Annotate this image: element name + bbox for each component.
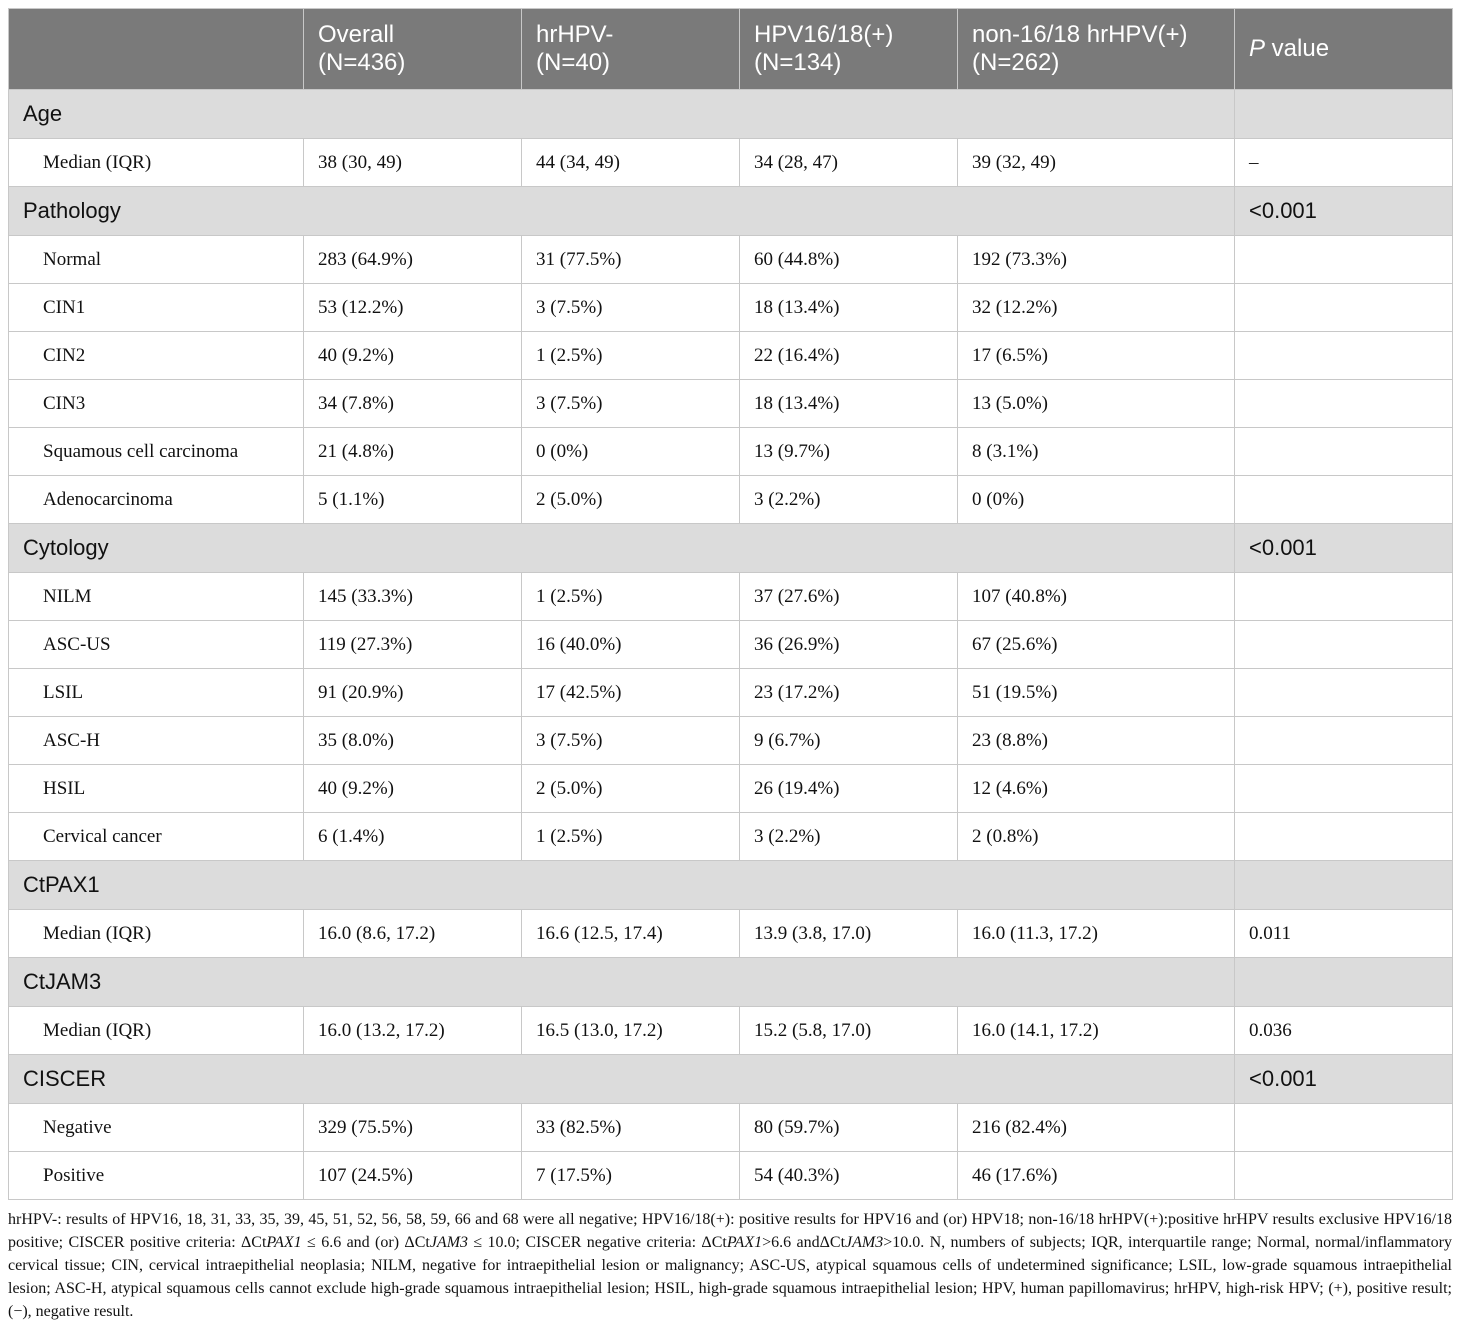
cell-hrhpv-negative: 0 (0%) bbox=[522, 428, 740, 476]
cell-overall: 53 (12.2%) bbox=[304, 284, 522, 332]
row-label: ASC-US bbox=[9, 621, 304, 669]
cell-hpv16-18-positive: 23 (17.2%) bbox=[740, 669, 958, 717]
section-row bbox=[9, 958, 1453, 1007]
row-label: NILM bbox=[9, 573, 304, 621]
section-p-value: <0.001 bbox=[1235, 187, 1453, 236]
cell-p-value bbox=[1235, 236, 1453, 284]
cell-p-value bbox=[1235, 380, 1453, 428]
cell-non16-18-positive: 107 (40.8%) bbox=[958, 573, 1235, 621]
cell-overall: 6 (1.4%) bbox=[304, 813, 522, 861]
cell-p-value bbox=[1235, 717, 1453, 765]
row-label: Squamous cell carcinoma bbox=[9, 428, 304, 476]
cell-p-value: – bbox=[1235, 139, 1453, 187]
cell-non16-18-positive: 51 (19.5%) bbox=[958, 669, 1235, 717]
table-row bbox=[9, 573, 1453, 621]
section-title: Age bbox=[9, 90, 1235, 139]
cell-overall: 16.0 (13.2, 17.2) bbox=[304, 1007, 522, 1055]
row-label: Negative bbox=[9, 1104, 304, 1152]
cell-hpv16-18-positive: 22 (16.4%) bbox=[740, 332, 958, 380]
cell-hpv16-18-positive: 36 (26.9%) bbox=[740, 621, 958, 669]
cell-hpv16-18-positive: 18 (13.4%) bbox=[740, 380, 958, 428]
table-footnote: hrHPV-: results of HPV16, 18, 31, 33, 35, 39, 45, 51, 52, 56, 58, 59, 66 and 68 were all negative; HPV16/18(+): positive results for HPV16 and (or) HPV18; non-16/18 hrHPV(+):positive hrHPV results exclusive HPV16/18 positive; CISCER positive criteria: ΔCtPAX1 ≤ 6.6 and (or) ΔCtJAM3 ≤ 10.0; CISCER negative criteria: ΔCtPAX1>6.6 andΔCtJAM3>10.0. N, numbers of subjects; IQR, interquartile range; Normal, normal/inflammatory cervical tissue; CIN, cervical intraepithelial neoplasia; NILM, negative for intraepithelial lesion or malignancy; ASC-US, atypical squamous cells of undetermined significance; LSIL, low-grade squamous intraepithelial lesion; ASC-H, atypical squamous cells cannot exclude high-grade squamous intraepithelial lesion; HSIL, high-grade squamous intraepithelial lesion; HPV, human papillomavirus; hrHPV, high-risk HPV; (+), positive result; (−), negative result. bbox=[8, 1211, 1452, 1320]
cell-p-value bbox=[1235, 1104, 1453, 1152]
cell-hpv16-18-positive: 80 (59.7%) bbox=[740, 1104, 958, 1152]
section-row bbox=[9, 861, 1453, 910]
cell-non16-18-positive: 16.0 (14.1, 17.2) bbox=[958, 1007, 1235, 1055]
header-row bbox=[9, 9, 1453, 90]
section-p-value bbox=[1235, 90, 1453, 139]
table-row bbox=[9, 765, 1453, 813]
cell-hrhpv-negative: 17 (42.5%) bbox=[522, 669, 740, 717]
section-p-value bbox=[1235, 958, 1453, 1007]
cell-hrhpv-negative: 16 (40.0%) bbox=[522, 621, 740, 669]
header-cell-hrhpv-negative: hrHPV- (N=40) bbox=[522, 9, 740, 90]
cell-hpv16-18-positive: 34 (28, 47) bbox=[740, 139, 958, 187]
table-row bbox=[9, 1104, 1453, 1152]
header-cell-hpv16-18-positive: HPV16/18(+) (N=134) bbox=[740, 9, 958, 90]
cell-hrhpv-negative: 16.5 (13.0, 17.2) bbox=[522, 1007, 740, 1055]
table-row bbox=[9, 332, 1453, 380]
cell-p-value bbox=[1235, 1152, 1453, 1200]
row-label: Cervical cancer bbox=[9, 813, 304, 861]
cell-hrhpv-negative: 7 (17.5%) bbox=[522, 1152, 740, 1200]
table-row bbox=[9, 236, 1453, 284]
table-row bbox=[9, 910, 1453, 958]
table-body bbox=[9, 90, 1453, 1200]
cell-hrhpv-negative: 3 (7.5%) bbox=[522, 380, 740, 428]
cell-hrhpv-negative: 1 (2.5%) bbox=[522, 573, 740, 621]
cell-p-value bbox=[1235, 284, 1453, 332]
row-label: ASC-H bbox=[9, 717, 304, 765]
cell-hpv16-18-positive: 26 (19.4%) bbox=[740, 765, 958, 813]
cell-hpv16-18-positive: 18 (13.4%) bbox=[740, 284, 958, 332]
section-row bbox=[9, 90, 1453, 139]
cell-hrhpv-negative: 3 (7.5%) bbox=[522, 717, 740, 765]
table-row bbox=[9, 813, 1453, 861]
cell-overall: 16.0 (8.6, 17.2) bbox=[304, 910, 522, 958]
header-cell-overall: Overall (N=436) bbox=[304, 9, 522, 90]
header-cell-non16-18-positive: non-16/18 hrHPV(+) (N=262) bbox=[958, 9, 1235, 90]
cell-hpv16-18-positive: 13.9 (3.8, 17.0) bbox=[740, 910, 958, 958]
cell-overall: 329 (75.5%) bbox=[304, 1104, 522, 1152]
section-p-value bbox=[1235, 861, 1453, 910]
table-row bbox=[9, 1152, 1453, 1200]
section-title: CtPAX1 bbox=[9, 861, 1235, 910]
cell-non16-18-positive: 23 (8.8%) bbox=[958, 717, 1235, 765]
cell-hrhpv-negative: 16.6 (12.5, 17.4) bbox=[522, 910, 740, 958]
cell-non16-18-positive: 46 (17.6%) bbox=[958, 1152, 1235, 1200]
row-label: Median (IQR) bbox=[9, 139, 304, 187]
row-label: Median (IQR) bbox=[9, 910, 304, 958]
header-cell-p-value: P value bbox=[1235, 9, 1453, 90]
cell-hpv16-18-positive: 3 (2.2%) bbox=[740, 476, 958, 524]
cell-hpv16-18-positive: 3 (2.2%) bbox=[740, 813, 958, 861]
cell-non16-18-positive: 192 (73.3%) bbox=[958, 236, 1235, 284]
header-cell-empty bbox=[9, 9, 304, 90]
cell-overall: 40 (9.2%) bbox=[304, 765, 522, 813]
cell-hrhpv-negative: 31 (77.5%) bbox=[522, 236, 740, 284]
table-row bbox=[9, 428, 1453, 476]
table-row bbox=[9, 621, 1453, 669]
row-label: CIN2 bbox=[9, 332, 304, 380]
cell-p-value bbox=[1235, 813, 1453, 861]
cell-overall: 107 (24.5%) bbox=[304, 1152, 522, 1200]
section-title: Cytology bbox=[9, 524, 1235, 573]
section-row bbox=[9, 187, 1453, 236]
cell-non16-18-positive: 16.0 (11.3, 17.2) bbox=[958, 910, 1235, 958]
cell-non16-18-positive: 32 (12.2%) bbox=[958, 284, 1235, 332]
cell-non16-18-positive: 216 (82.4%) bbox=[958, 1104, 1235, 1152]
cell-hrhpv-negative: 1 (2.5%) bbox=[522, 813, 740, 861]
cell-overall: 5 (1.1%) bbox=[304, 476, 522, 524]
table-row bbox=[9, 1007, 1453, 1055]
cell-hrhpv-negative: 1 (2.5%) bbox=[522, 332, 740, 380]
table-row bbox=[9, 717, 1453, 765]
table-row bbox=[9, 669, 1453, 717]
cell-non16-18-positive: 8 (3.1%) bbox=[958, 428, 1235, 476]
section-row bbox=[9, 1055, 1453, 1104]
cell-overall: 34 (7.8%) bbox=[304, 380, 522, 428]
cell-p-value bbox=[1235, 573, 1453, 621]
table-row bbox=[9, 284, 1453, 332]
cell-overall: 145 (33.3%) bbox=[304, 573, 522, 621]
section-p-value: <0.001 bbox=[1235, 524, 1453, 573]
cell-hpv16-18-positive: 9 (6.7%) bbox=[740, 717, 958, 765]
cell-hrhpv-negative: 3 (7.5%) bbox=[522, 284, 740, 332]
table-header bbox=[9, 9, 1453, 90]
cell-p-value bbox=[1235, 621, 1453, 669]
table-row bbox=[9, 476, 1453, 524]
cell-hpv16-18-positive: 13 (9.7%) bbox=[740, 428, 958, 476]
cell-overall: 35 (8.0%) bbox=[304, 717, 522, 765]
section-p-value: <0.001 bbox=[1235, 1055, 1453, 1104]
cell-p-value bbox=[1235, 428, 1453, 476]
cell-non16-18-positive: 2 (0.8%) bbox=[958, 813, 1235, 861]
table-row bbox=[9, 139, 1453, 187]
cell-hrhpv-negative: 2 (5.0%) bbox=[522, 476, 740, 524]
cell-non16-18-positive: 39 (32, 49) bbox=[958, 139, 1235, 187]
cell-hpv16-18-positive: 54 (40.3%) bbox=[740, 1152, 958, 1200]
cell-hpv16-18-positive: 37 (27.6%) bbox=[740, 573, 958, 621]
cell-p-value bbox=[1235, 765, 1453, 813]
cell-hrhpv-negative: 33 (82.5%) bbox=[522, 1104, 740, 1152]
cell-non16-18-positive: 67 (25.6%) bbox=[958, 621, 1235, 669]
cell-non16-18-positive: 13 (5.0%) bbox=[958, 380, 1235, 428]
cell-p-value: 0.036 bbox=[1235, 1007, 1453, 1055]
section-title: CtJAM3 bbox=[9, 958, 1235, 1007]
cell-p-value bbox=[1235, 332, 1453, 380]
cell-hpv16-18-positive: 15.2 (5.8, 17.0) bbox=[740, 1007, 958, 1055]
table-row bbox=[9, 380, 1453, 428]
cell-non16-18-positive: 12 (4.6%) bbox=[958, 765, 1235, 813]
row-label: LSIL bbox=[9, 669, 304, 717]
cell-overall: 21 (4.8%) bbox=[304, 428, 522, 476]
cell-non16-18-positive: 0 (0%) bbox=[958, 476, 1235, 524]
cell-hpv16-18-positive: 60 (44.8%) bbox=[740, 236, 958, 284]
cell-non16-18-positive: 17 (6.5%) bbox=[958, 332, 1235, 380]
row-label: Positive bbox=[9, 1152, 304, 1200]
section-row bbox=[9, 524, 1453, 573]
section-title: Pathology bbox=[9, 187, 1235, 236]
row-label: CIN1 bbox=[9, 284, 304, 332]
results-table bbox=[8, 8, 1453, 1200]
row-label: Median (IQR) bbox=[9, 1007, 304, 1055]
cell-overall: 40 (9.2%) bbox=[304, 332, 522, 380]
cell-overall: 38 (30, 49) bbox=[304, 139, 522, 187]
row-label: HSIL bbox=[9, 765, 304, 813]
cell-overall: 119 (27.3%) bbox=[304, 621, 522, 669]
cell-p-value bbox=[1235, 476, 1453, 524]
row-label: CIN3 bbox=[9, 380, 304, 428]
cell-overall: 91 (20.9%) bbox=[304, 669, 522, 717]
row-label: Normal bbox=[9, 236, 304, 284]
row-label: Adenocarcinoma bbox=[9, 476, 304, 524]
cell-p-value bbox=[1235, 669, 1453, 717]
section-title: CISCER bbox=[9, 1055, 1235, 1104]
cell-hrhpv-negative: 2 (5.0%) bbox=[522, 765, 740, 813]
document-page bbox=[8, 8, 1452, 1323]
cell-hrhpv-negative: 44 (34, 49) bbox=[522, 139, 740, 187]
cell-overall: 283 (64.9%) bbox=[304, 236, 522, 284]
cell-p-value: 0.011 bbox=[1235, 910, 1453, 958]
